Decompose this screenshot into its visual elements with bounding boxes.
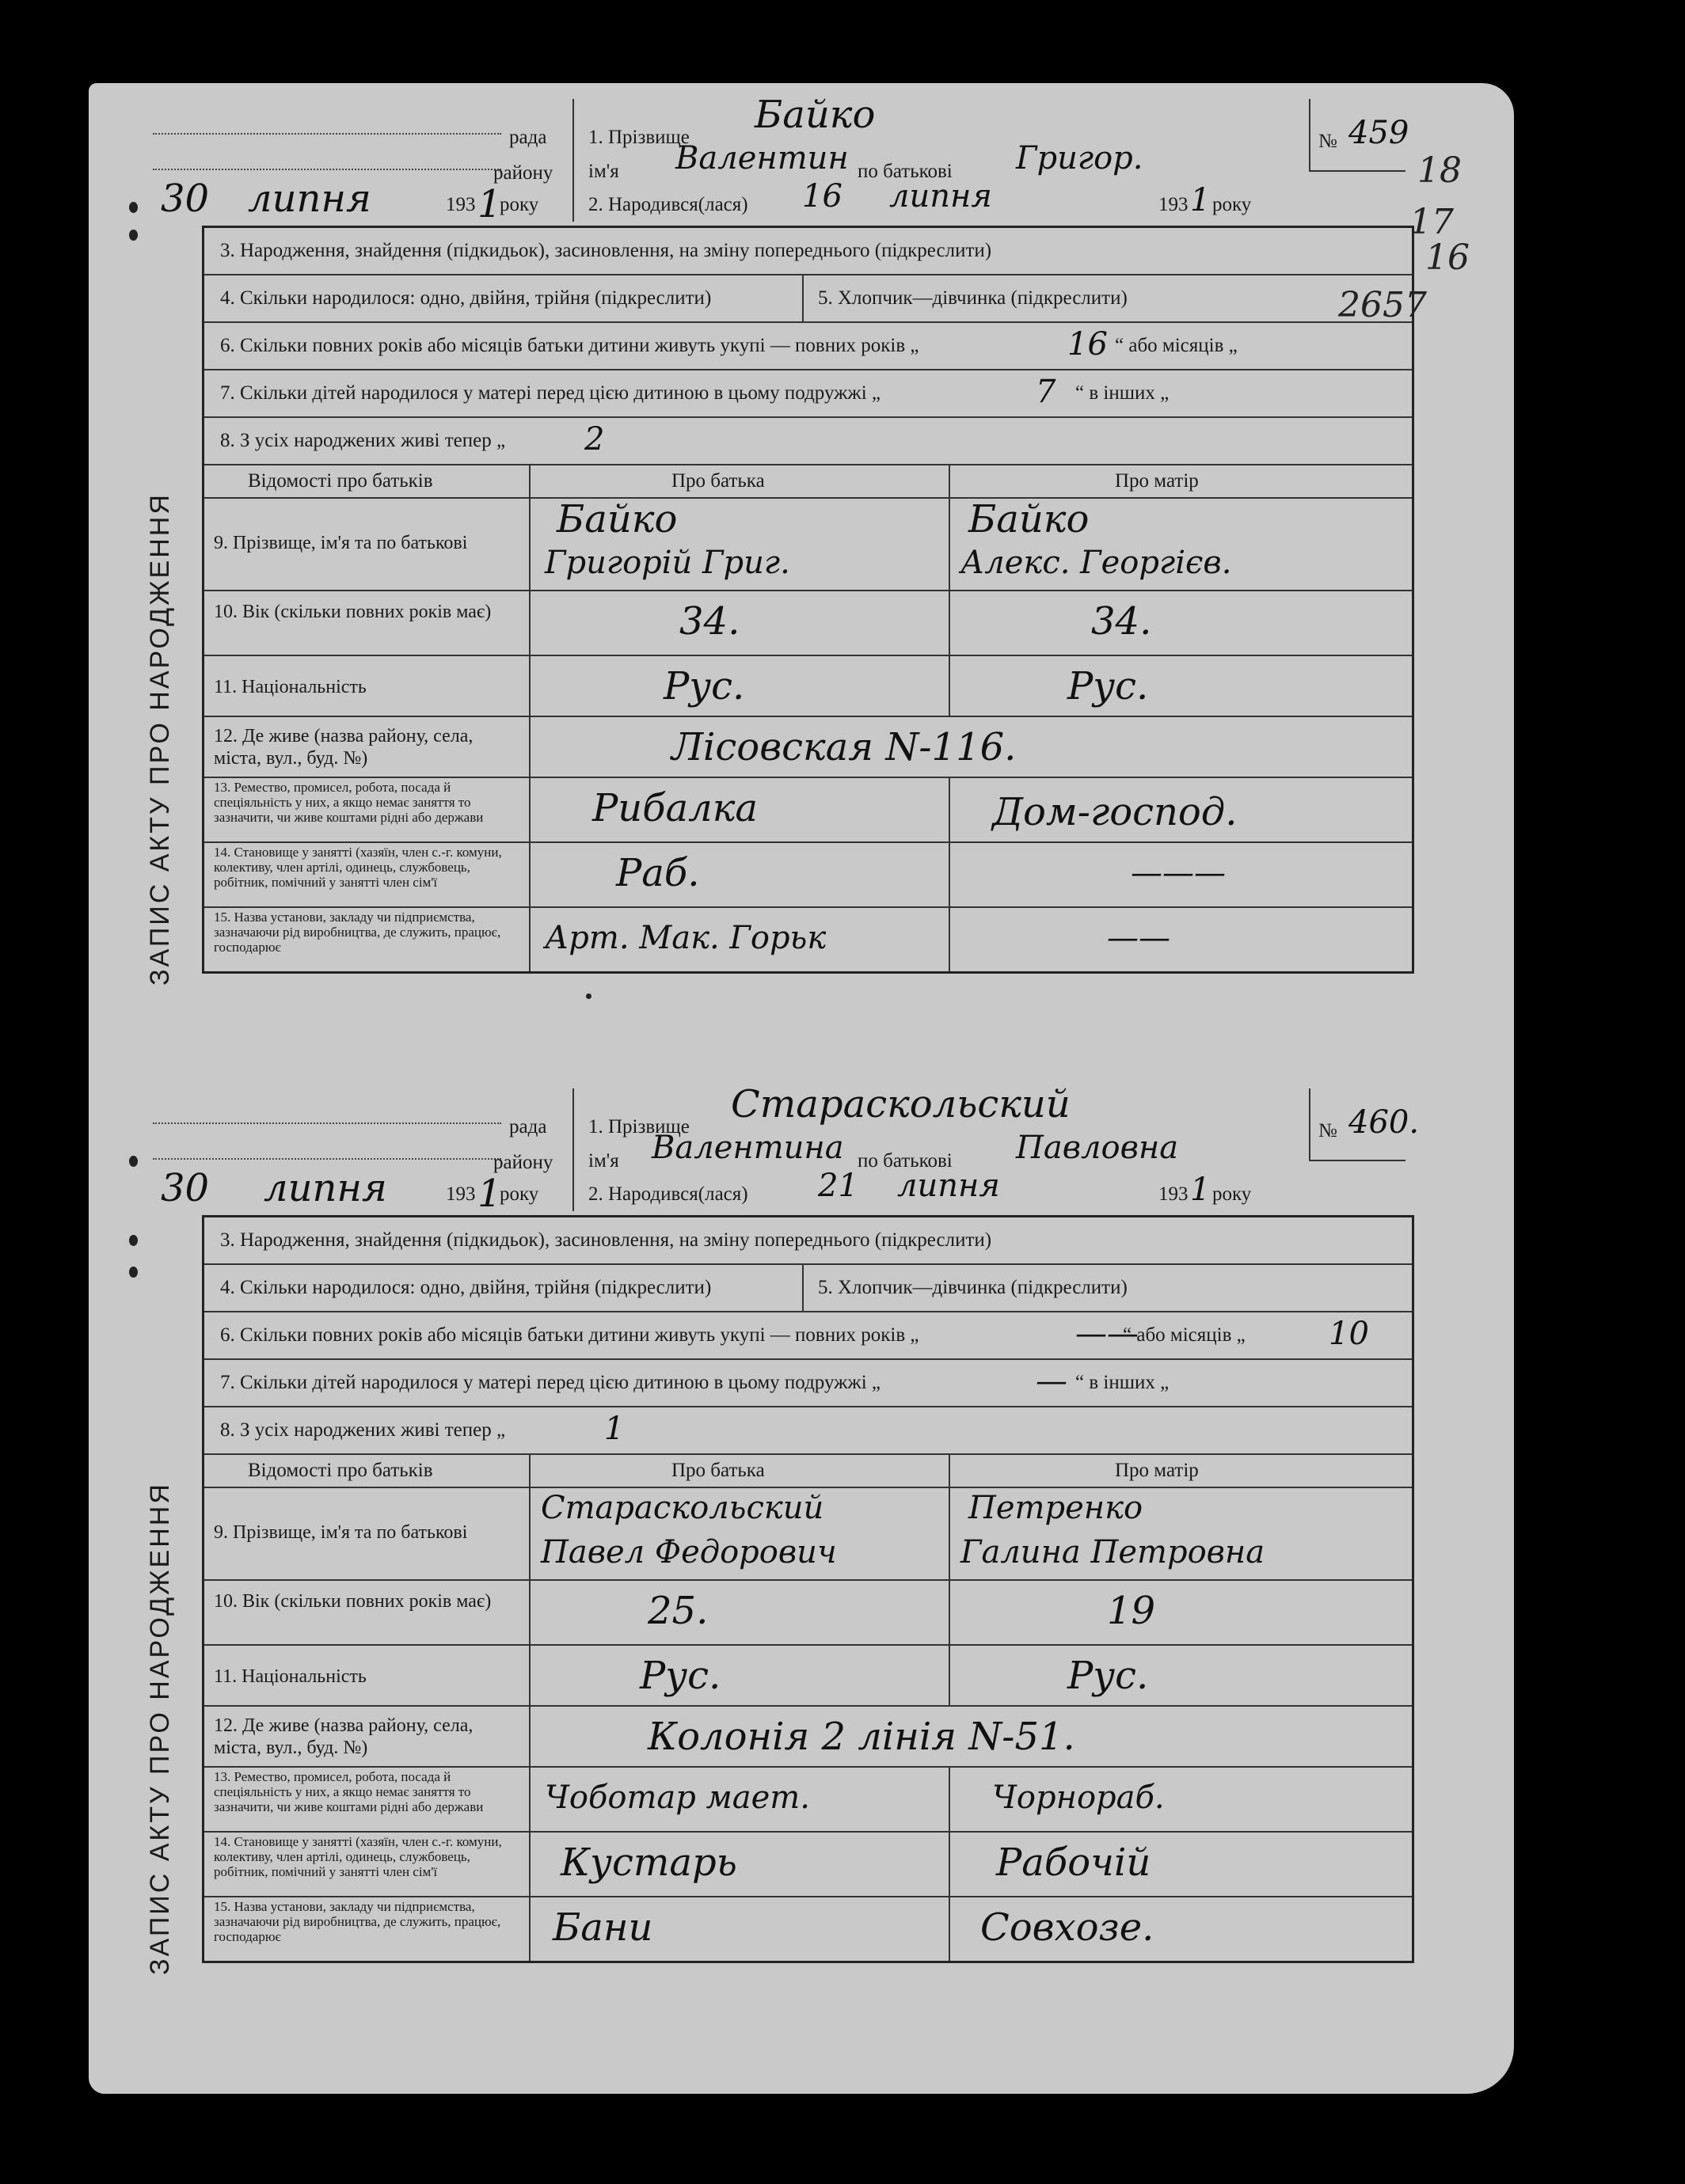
birth-month: липня bbox=[897, 1168, 1000, 1204]
children-before: — bbox=[1036, 1363, 1067, 1400]
row-3 bbox=[204, 228, 1412, 275]
col-info: Відомості про батьків bbox=[248, 1460, 433, 1481]
record-table bbox=[202, 1215, 1414, 1963]
margin-note-2: 17 bbox=[1409, 202, 1454, 242]
father-status: Кустарь bbox=[561, 1840, 737, 1885]
f13-label: 13. Ремество, промисел, робота, посада й спеціяльність у них, а якщо немає заняття то зазначити, чи живе коштами рідні або держави bbox=[214, 1769, 484, 1814]
row-7 bbox=[204, 370, 1412, 418]
f11-label: 11. Національність bbox=[214, 677, 367, 697]
year-prefix: 193 bbox=[446, 1183, 476, 1205]
mother-status: ——— bbox=[1131, 855, 1226, 891]
parents-header bbox=[204, 1455, 1412, 1488]
f4-label: 4. Скільки народилося: одно, двійня, трійня (підкреслити) bbox=[220, 287, 712, 309]
mother-status: Рабочій bbox=[996, 1840, 1151, 1885]
parents-header bbox=[204, 465, 1412, 499]
row-7 bbox=[204, 1360, 1412, 1407]
surname-value: Байко bbox=[755, 93, 876, 137]
row-9 bbox=[204, 499, 1412, 591]
mother-age: 19 bbox=[1107, 1589, 1156, 1633]
side-title-text: ЗАПИС АКТУ ПРО НАРОДЖЕННЯ bbox=[145, 492, 175, 986]
child-name-block bbox=[572, 1082, 1277, 1211]
f11-label: 11. Національність bbox=[214, 1666, 367, 1687]
years-together: 16 bbox=[1067, 326, 1108, 363]
rada-label: рада bbox=[509, 127, 547, 148]
f6-label-a: 6. Скільки повних років або місяців батьки дитини живуть укупі — повних років „ bbox=[220, 335, 919, 356]
reg-day: 30 bbox=[161, 177, 210, 221]
name-value: Валентин bbox=[675, 140, 849, 177]
f3-label: 3. Народження, знайдення (підкидьок), засиновлення, на зміну попереднього (підкреслити) bbox=[220, 1229, 992, 1251]
row-4-5 bbox=[204, 275, 1412, 323]
row-10 bbox=[204, 1581, 1412, 1646]
f6-label-a: 6. Скільки повних років або місяців батьки дитини живуть укупі — повних років „ bbox=[220, 1324, 919, 1346]
row-6 bbox=[204, 1312, 1412, 1360]
patronymic-label: по батькові bbox=[858, 161, 953, 182]
raion-label: району bbox=[493, 1152, 553, 1173]
mother-org: —— bbox=[1107, 920, 1170, 956]
reg-month: липня bbox=[248, 177, 371, 221]
mother-age: 34. bbox=[1091, 599, 1152, 644]
children-before: 7 bbox=[1036, 374, 1056, 410]
mother-org: Совхозе. bbox=[980, 1905, 1154, 1950]
row-8 bbox=[204, 418, 1412, 465]
reg-year-digit: 1 bbox=[477, 1172, 502, 1216]
row-4-5 bbox=[204, 1265, 1412, 1312]
father-nationality: Рус. bbox=[664, 664, 745, 708]
years-together: —— bbox=[1075, 1316, 1139, 1352]
father-org: Арт. Мак. Горьк bbox=[545, 920, 827, 956]
registration-block bbox=[145, 99, 574, 226]
f6-label-b: “ або місяців „ bbox=[1123, 1324, 1246, 1346]
father-surname: Стараскольский bbox=[541, 1490, 824, 1526]
father-age: 25. bbox=[648, 1589, 709, 1633]
father-status: Раб. bbox=[616, 851, 700, 895]
birth-year-digit: 1 bbox=[1190, 1172, 1211, 1208]
record-header bbox=[139, 1082, 1420, 1216]
name-label: ім'я bbox=[588, 161, 619, 182]
mother-name: Алекс. Георгієв. bbox=[960, 545, 1232, 581]
f7-label-b: “ в інших „ bbox=[1075, 1372, 1170, 1393]
father-age: 34. bbox=[679, 599, 740, 644]
roku-label: року bbox=[500, 1183, 539, 1205]
patronymic-value: Григор. bbox=[1016, 140, 1143, 177]
row-11 bbox=[204, 656, 1412, 717]
birth-day: 21 bbox=[818, 1168, 858, 1204]
father-name: Павел Федорович bbox=[541, 1534, 837, 1571]
address: Лісовская N-116. bbox=[671, 725, 1017, 769]
col-father: Про батька bbox=[671, 470, 765, 492]
number-sign: № bbox=[1318, 1120, 1337, 1141]
father-nationality: Рус. bbox=[640, 1654, 721, 1698]
f7-label-a: 7. Скільки дітей народилося у матері перед цією дитиною в цьому подружжі „ bbox=[220, 382, 881, 404]
father-surname: Байко bbox=[557, 497, 678, 541]
col-father: Про батька bbox=[671, 1460, 765, 1481]
row-6 bbox=[204, 323, 1412, 370]
mother-surname: Байко bbox=[968, 497, 1090, 541]
birth-record-2 bbox=[139, 1082, 1420, 1975]
surname-value: Стараскольский bbox=[731, 1082, 1071, 1126]
f3-label: 3. Народження, знайдення (підкидьок), засиновлення, на зміну попереднього (підкреслити) bbox=[220, 240, 992, 261]
f12-label: 12. Де живе (назва району, села, міста, вул., буд. №) bbox=[214, 1715, 474, 1758]
record-number: 460. bbox=[1348, 1104, 1420, 1141]
row-13 bbox=[204, 1768, 1412, 1833]
margin-note-1: 18 bbox=[1417, 150, 1462, 191]
patronymic-value: Павловна bbox=[1016, 1130, 1179, 1166]
row-8 bbox=[204, 1407, 1412, 1455]
col-mother: Про матір bbox=[1115, 470, 1199, 492]
surname-label: 1. Прізвище bbox=[588, 127, 690, 148]
record-number-box bbox=[1309, 99, 1409, 172]
registration-block bbox=[145, 1088, 574, 1216]
birth-year-prefix: 193 bbox=[1158, 194, 1189, 215]
address: Колонія 2 лінія N-51. bbox=[648, 1715, 1075, 1759]
birth-roku: року bbox=[1212, 194, 1252, 215]
mother-trade: Чорнораб. bbox=[992, 1779, 1165, 1816]
f15-label: 15. Назва установи, закладу чи підприємства, зазначаючи рід виробництва, де служить, працює, господарює bbox=[214, 910, 501, 955]
rada-label: рада bbox=[509, 1116, 547, 1138]
record-number: 459 bbox=[1348, 115, 1409, 151]
father-org: Бани bbox=[553, 1905, 653, 1950]
f12-label: 12. Де живе (назва району, села, міста, вул., буд. №) bbox=[214, 726, 474, 769]
row-14 bbox=[204, 843, 1412, 908]
birth-label: 2. Народився(лася) bbox=[588, 194, 748, 215]
raion-label: району bbox=[493, 162, 553, 184]
number-sign: № bbox=[1318, 131, 1337, 152]
f8-label: 8. З усіх народжених живі тепер „ bbox=[220, 430, 506, 451]
reg-year-digit: 1 bbox=[477, 182, 502, 226]
record-header bbox=[139, 93, 1409, 226]
mother-name: Галина Петровна bbox=[960, 1534, 1265, 1571]
surname-label: 1. Прізвище bbox=[588, 1116, 690, 1138]
row-15 bbox=[204, 908, 1412, 971]
f10-label: 10. Вік (скільки повних років має) bbox=[214, 1591, 492, 1612]
f6-label-b: “ або місяців „ bbox=[1115, 335, 1238, 356]
f9-label: 9. Прізвище, ім'я та по батькові bbox=[214, 533, 468, 553]
year-prefix: 193 bbox=[446, 194, 476, 215]
col-info: Відомості про батьків bbox=[248, 470, 433, 492]
birth-day: 16 bbox=[802, 178, 842, 215]
reg-month: липня bbox=[264, 1166, 387, 1210]
f13-label: 13. Ремество, промисел, робота, посада й спеціяльність у них, а якщо немає заняття то зазначити, чи живе коштами рідні або держави bbox=[214, 780, 484, 825]
birth-year-digit: 1 bbox=[1190, 182, 1211, 218]
f7-label-a: 7. Скільки дітей народилося у матері перед цією дитиною в цьому подружжі „ bbox=[220, 1372, 881, 1393]
record-table bbox=[202, 226, 1414, 974]
birth-label: 2. Народився(лася) bbox=[588, 1183, 748, 1205]
f14-label: 14. Становище у занятті (хазяїн, член с.-г. комуни, колективу, член артілі, одинець, службовець, робітник, помічний у занятті член сім'ї bbox=[214, 1834, 502, 1879]
row-11 bbox=[204, 1646, 1412, 1707]
row-10 bbox=[204, 591, 1412, 656]
f5-label: 5. Хлопчик—дівчинка (підкреслити) bbox=[818, 1277, 1128, 1298]
birth-record-1 bbox=[139, 93, 1409, 986]
row-12 bbox=[204, 1707, 1412, 1768]
alive-now: 1 bbox=[604, 1411, 625, 1447]
f9-label: 9. Прізвище, ім'я та по батькові bbox=[214, 1522, 468, 1543]
row-3 bbox=[204, 1217, 1412, 1265]
margin-note-4: 2657 bbox=[1338, 285, 1427, 325]
mother-nationality: Рус. bbox=[1067, 664, 1149, 708]
alive-now: 2 bbox=[584, 421, 605, 458]
f10-label: 10. Вік (скільки повних років має) bbox=[214, 602, 492, 622]
row-14 bbox=[204, 1833, 1412, 1897]
row-13 bbox=[204, 778, 1412, 843]
side-title-text: ЗАПИС АКТУ ПРО НАРОДЖЕННЯ bbox=[145, 1482, 175, 1975]
birth-year-prefix: 193 bbox=[1158, 1183, 1189, 1205]
patronymic-label: по батькові bbox=[858, 1150, 953, 1172]
row-15 bbox=[204, 1897, 1412, 1961]
father-trade: Чоботар мает. bbox=[545, 1779, 810, 1816]
f7-label-b: “ в інших „ bbox=[1075, 382, 1170, 404]
col-mother: Про матір bbox=[1115, 1460, 1199, 1481]
f5-label: 5. Хлопчик—дівчинка (підкреслити) bbox=[818, 287, 1128, 309]
birth-roku: року bbox=[1212, 1183, 1252, 1205]
father-trade: Рибалка bbox=[592, 786, 758, 830]
reg-day: 30 bbox=[161, 1166, 210, 1210]
f15-label: 15. Назва установи, закладу чи підприємства, зазначаючи рід виробництва, де служить, працює, господарює bbox=[214, 1899, 501, 1944]
father-name: Григорій Григ. bbox=[545, 545, 790, 581]
row-12 bbox=[204, 717, 1412, 778]
f4-label: 4. Скільки народилося: одно, двійня, трійня (підкреслити) bbox=[220, 1277, 712, 1298]
f8-label: 8. З усіх народжених живі тепер „ bbox=[220, 1419, 506, 1441]
mother-surname: Петренко bbox=[968, 1490, 1143, 1526]
birth-month: липня bbox=[889, 178, 992, 215]
name-label: ім'я bbox=[588, 1150, 619, 1172]
record-number-box bbox=[1309, 1088, 1420, 1161]
ink-dot bbox=[586, 993, 591, 999]
f14-label: 14. Становище у занятті (хазяїн, член с.-г. комуни, колективу, член артілі, одинець, службовець, робітник, помічний у занятті член сім'ї bbox=[214, 845, 502, 890]
mother-trade: Дом-господ. bbox=[992, 790, 1238, 834]
mother-nationality: Рус. bbox=[1067, 1654, 1149, 1698]
months-together: 10 bbox=[1329, 1316, 1369, 1352]
name-value: Валентина bbox=[652, 1130, 844, 1166]
row-9 bbox=[204, 1488, 1412, 1581]
margin-note-3: 16 bbox=[1425, 237, 1470, 278]
child-name-block bbox=[572, 93, 1277, 222]
roku-label: року bbox=[500, 194, 539, 215]
